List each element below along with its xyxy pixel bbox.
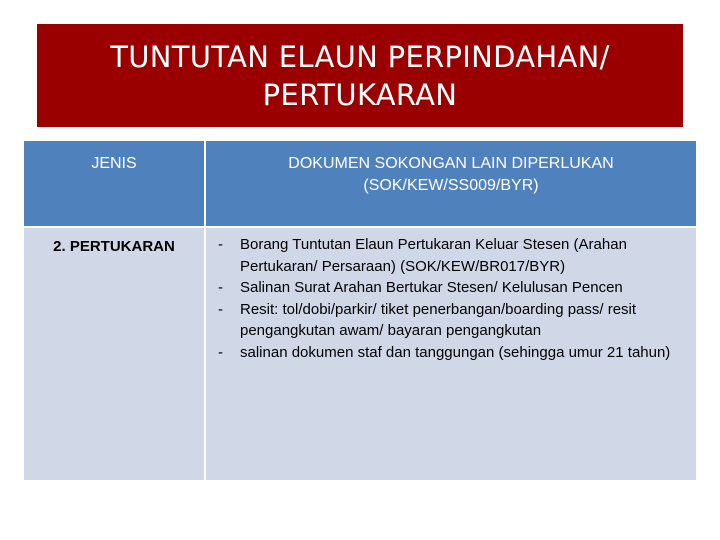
cell-jenis: 2. PERTUKARAN xyxy=(24,227,205,480)
bullet-dash: - xyxy=(218,300,223,318)
list-item-text: salinan dokumen staf dan tanggungan (sehingga umur 21 tahun) xyxy=(240,343,671,361)
list-item-text: Borang Tuntutan Elaun Pertukaran Keluar Stesen (Arahan Pertukaran/ Persaraan) (SOK/KEW/BR017/BYR) xyxy=(240,236,627,275)
slide-title: TUNTUTAN ELAUN PERPINDAHAN/ PERTUKARAN xyxy=(110,39,610,112)
header-dokumen: DOKUMEN SOKONGAN LAIN DIPERLUKAN (SOK/KEW/SS009/BYR) xyxy=(205,141,696,227)
bullet-dash: - xyxy=(218,279,223,296)
table-header-row xyxy=(24,141,696,227)
cell-dokumen xyxy=(205,227,696,480)
list-item xyxy=(214,342,684,364)
title-banner xyxy=(37,24,683,127)
header-jenis: JENIS xyxy=(24,141,205,227)
bullet-dash: - xyxy=(218,236,223,253)
list-item xyxy=(214,277,684,299)
table-row xyxy=(24,227,696,480)
bullet-dash: - xyxy=(218,343,223,361)
document-list xyxy=(214,234,684,363)
list-item-text: Salinan Surat Arahan Bertukar Stesen/ Kelulusan Pencen xyxy=(240,279,623,296)
list-item xyxy=(214,234,684,277)
list-item-text: Resit: tol/dobi/parkir/ tiket penerbangan/boarding pass/ resit pengangkutan awam/ bayaran pengangkutan xyxy=(240,300,637,339)
documents-table xyxy=(24,141,696,480)
list-item xyxy=(214,299,684,342)
